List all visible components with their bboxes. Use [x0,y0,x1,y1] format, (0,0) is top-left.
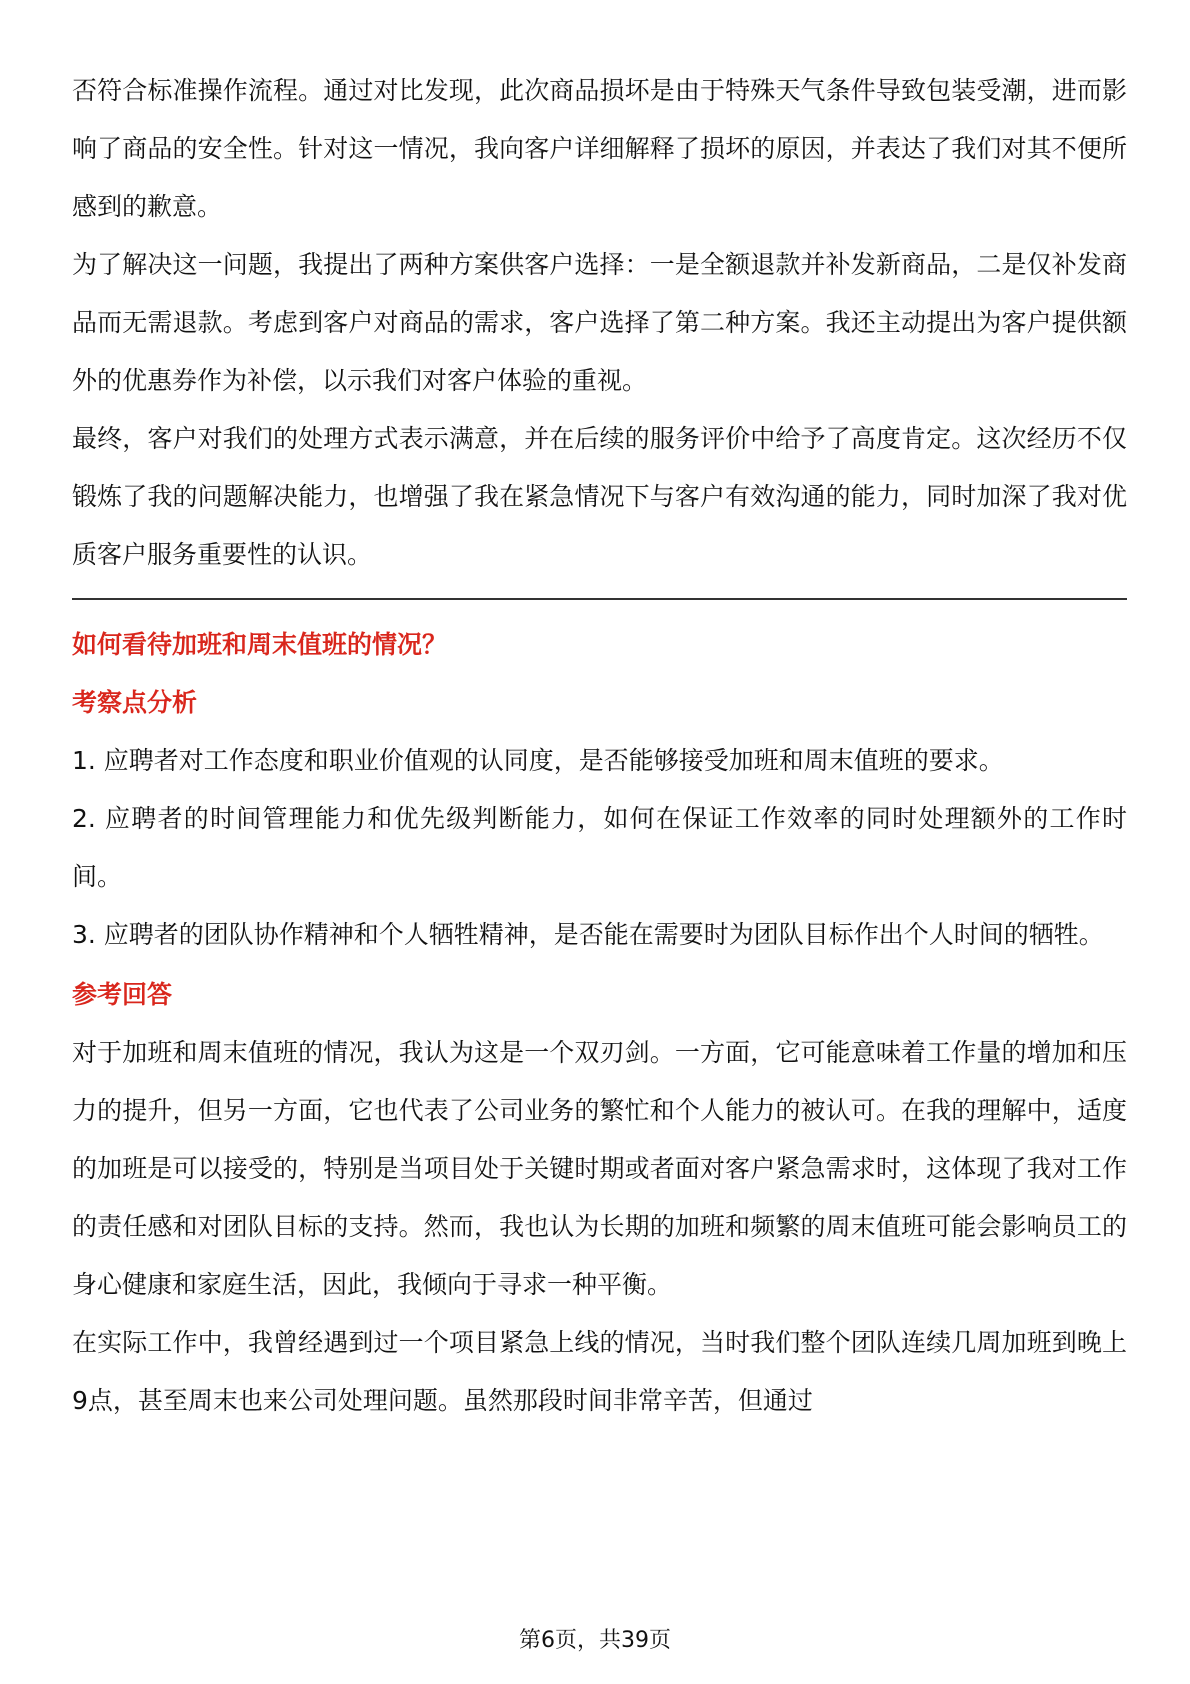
analysis-heading: 考察点分析 [72,688,198,717]
answer-paragraph-1: 对于加班和周末值班的情况，我认为这是一个双刃剑。一方面，它可能意味着工作量的增加和压力的提升，但另一方面，它也代表了公司业务的繁忙和个人能力的被认可。在我的理解中，适度的加班是可以接受的，特别是当项目处于关键时期或者面对客户紧急需求时，这体现了我对工作的责任感和对团队目标的支持。然而，我也认为长期的加班和频繁的周末值班可能会影响员工的身心健康和家庭生活，因此，我倾向于寻求一种平衡。 [72,1038,1127,1299]
answer-heading: 参考回答 [72,980,173,1009]
question-title: 如何看待加班和周末值班的情况？ [72,630,448,659]
intro-paragraph-2: 为了解决这一问题，我提出了两种方案供客户选择：一是全额退款并补发新商品，二是仅补发商品而无需退款。考虑到客户对商品的需求，客户选择了第二种方案。我还主动提出为客户提供额外的优惠券作为补偿，以示我们对客户体验的重视。 [72,250,1127,395]
section-divider [72,598,1127,600]
analysis-point-3: 3. 应聘者的团队协作精神和个人牺牲精神，是否能在需要时为团队目标作出个人时间的牺牲。 [72,920,1104,949]
answer-paragraph-2: 在实际工作中，我曾经遇到过一个项目紧急上线的情况，当时我们整个团队连续几周加班到晚上9点，甚至周末也来公司处理问题。虽然那段时间非常辛苦，但通过 [72,1328,1127,1415]
analysis-point-1: 1. 应聘者对工作态度和职业价值观的认同度，是否能够接受加班和周末值班的要求。 [72,746,1004,775]
document-page [72,62,1127,1430]
intro-paragraph-3: 最终，客户对我们的处理方式表示满意，并在后续的服务评价中给予了高度肯定。这次经历不仅锻炼了我的问题解决能力，也增强了我在紧急情况下与客户有效沟通的能力，同时加深了我对优质客户服务重要性的认识。 [72,424,1127,569]
intro-paragraph-1: 否符合标准操作流程。通过对比发现，此次商品损坏是由于特殊天气条件导致包装受潮，进而影响了商品的安全性。针对这一情况，我向客户详细解释了损坏的原因，并表达了我们对其不便所感到的歉意。 [72,76,1127,221]
page-number: 第6页，共39页 [519,1628,671,1653]
analysis-point-2: 2. 应聘者的时间管理能力和优先级判断能力，如何在保证工作效率的同时处理额外的工作时间。 [72,804,1127,891]
